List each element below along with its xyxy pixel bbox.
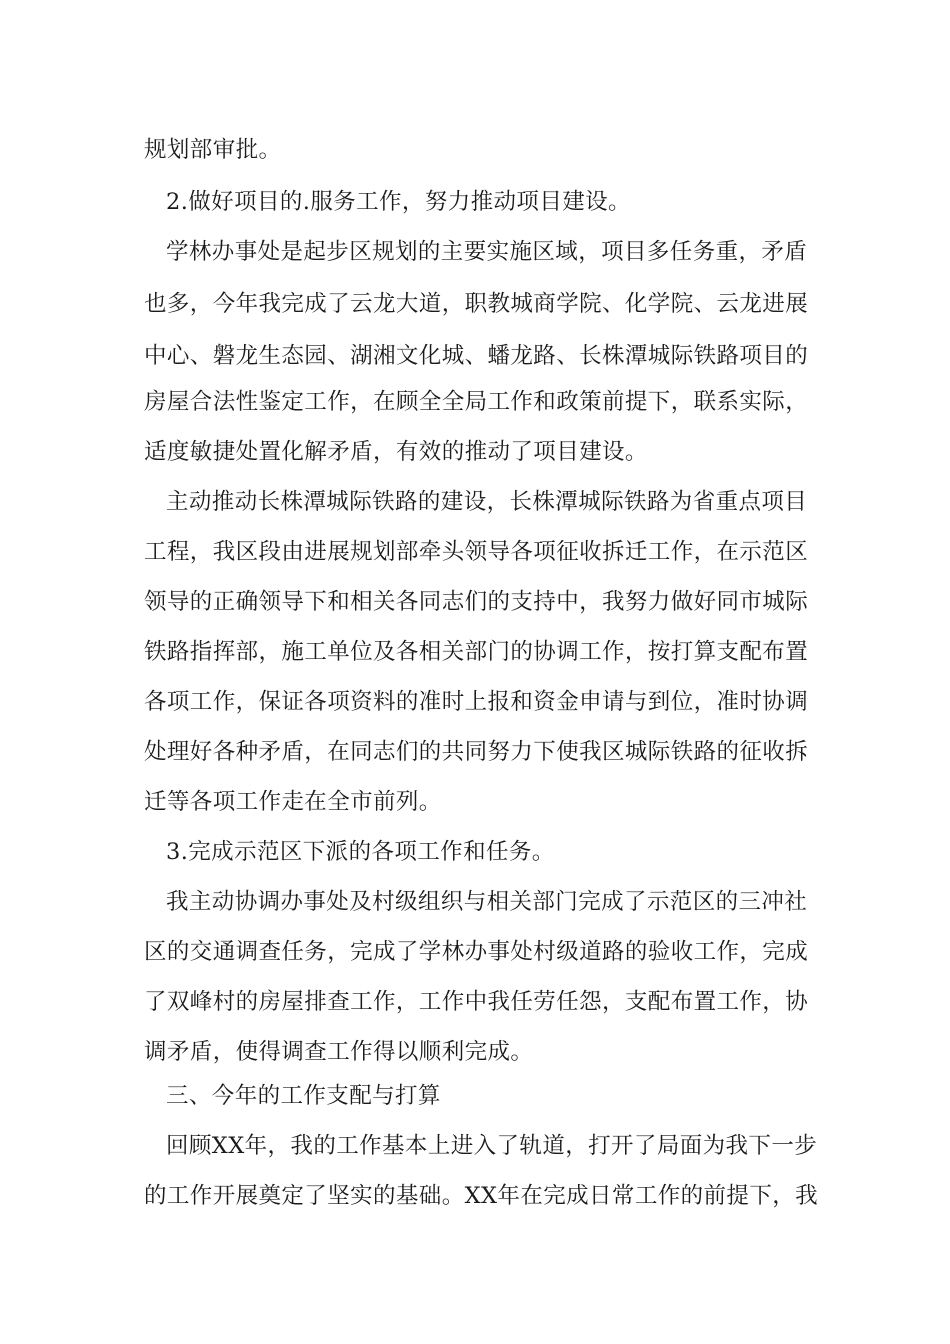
text-line: 主动推动长株潭城际铁路的建设，长株潭城际铁路为省重点项目	[166, 489, 808, 515]
text-line: 铁路指挥部，施工单位及各相关部门的协调工作，按打算支配布置	[144, 639, 809, 665]
text-line: 回顾XX年，我的工作基本上进入了轨道，打开了局面为我下一步	[166, 1133, 818, 1159]
text-line: 房屋合法性鉴定工作，在顾全全局工作和政策前提下，联系实际，	[144, 389, 809, 415]
text-line: 的工作开展奠定了坚实的基础。XX年在完成日常工作的前提下，我	[144, 1183, 819, 1209]
text-line: 迁等各项工作走在全市前列。	[144, 789, 442, 815]
text-line: 工程，我区段由进展规划部牵头领导各项征收拆迁工作，在示范区	[144, 539, 809, 565]
text-line: 中心、磐龙生态园、湖湘文化城、蟠龙路、长株潭城际铁路项目的	[144, 343, 809, 369]
text-line: 我主动协调办事处及村级组织与相关部门完成了示范区的三冲社	[166, 889, 808, 915]
text-line: 了双峰村的房屋排查工作，工作中我任劳任怨，支配布置工作，协	[144, 989, 809, 1015]
text-line: 规划部审批。	[144, 137, 282, 163]
section-heading: 3.完成示范区下派的各项工作和任务。	[166, 839, 555, 865]
section-heading: 三、今年的工作支配与打算	[166, 1083, 441, 1109]
section-heading: 2.做好项目的.服务工作，努力推动项目建设。	[166, 189, 631, 215]
text-line: 学林办事处是起步区规划的主要实施区域，项目多任务重，矛盾	[166, 239, 808, 265]
text-line: 调矛盾，使得调查工作得以顺利完成。	[144, 1039, 534, 1065]
text-line: 区的交通调查任务，完成了学林办事处村级道路的验收工作，完成	[144, 939, 809, 965]
text-line: 各项工作，保证各项资料的准时上报和资金申请与到位，准时协调	[144, 689, 809, 715]
text-line: 也多，今年我完成了云龙大道，职教城商学院、化学院、云龙进展	[144, 291, 809, 317]
text-line: 处理好各种矛盾，在同志们的共同努力下使我区城际铁路的征收拆	[144, 739, 809, 765]
text-line: 适度敏捷处置化解矛盾，有效的推动了项目建设。	[144, 439, 648, 465]
text-line: 领导的正确领导下和相关各同志们的支持中，我努力做好同市城际	[144, 589, 809, 615]
